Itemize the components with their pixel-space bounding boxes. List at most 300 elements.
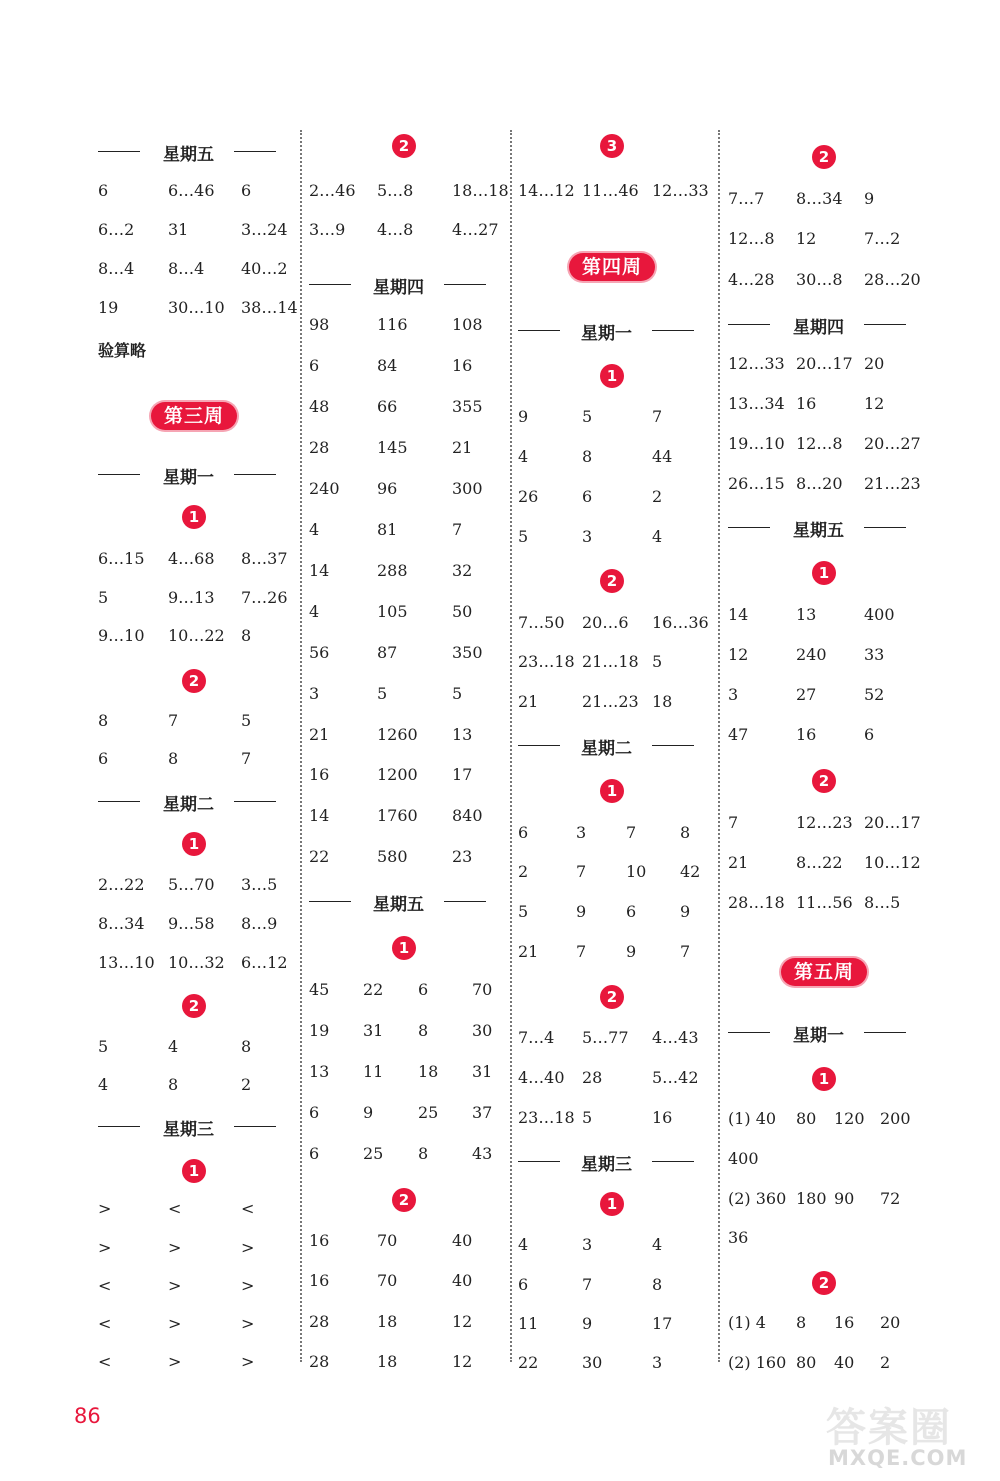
answer-cell: 40…2 [241, 259, 288, 278]
answer-cell: 8 [652, 1275, 663, 1294]
answer-cell: 5…8 [377, 181, 414, 200]
answer-cell: 120 [834, 1109, 865, 1128]
answer-cell: 2…22 [98, 875, 145, 894]
week-badge: 第三周 [151, 402, 237, 430]
answer-cell: 6 [241, 181, 252, 200]
answer-cell: 2 [652, 487, 663, 506]
answer-cell: 56 [309, 643, 330, 662]
answer-cell: 22 [363, 980, 384, 999]
page-number: 86 [74, 1404, 101, 1428]
answer-cell: 98 [309, 315, 330, 334]
answer-cell: 350 [452, 643, 483, 662]
answer-cell: 21 [309, 725, 330, 744]
answer-cell: 8…4 [98, 259, 135, 278]
answer-cell: 2 [518, 862, 529, 881]
answer-cell: > [168, 1352, 182, 1371]
watermark-logo-text: 答案圈 [826, 1405, 952, 1451]
answer-cell: 6 [518, 1275, 529, 1294]
answer-cell: 180 [796, 1189, 827, 1208]
answer-cell: 18…18 [452, 181, 509, 200]
heading-rule [98, 151, 140, 152]
answer-cell: 4…8 [377, 220, 414, 239]
answer-cell: 7…4 [518, 1028, 555, 1047]
weekday-label: 星期一 [163, 468, 214, 488]
answer-cell: 8…34 [796, 189, 843, 208]
answer-cell: 20…6 [582, 613, 629, 632]
exercise-number-badge: 2 [600, 569, 624, 593]
exercise-number-badge: 2 [812, 769, 836, 793]
answer-cell: 5 [98, 588, 109, 607]
answer-cell: 6 [98, 749, 109, 768]
answer-cell: 37 [472, 1103, 493, 1122]
answer-cell: 16 [309, 765, 330, 784]
answer-cell: 12…23 [796, 813, 853, 832]
answer-cell: 14 [309, 806, 330, 825]
answer-cell: 11…46 [582, 181, 639, 200]
answer-cell: 8 [168, 749, 179, 768]
answer-cell: 11 [363, 1062, 384, 1081]
heading-rule [98, 1126, 140, 1127]
weekday-label: 星期四 [373, 278, 424, 298]
answer-cell: 84 [377, 356, 398, 375]
exercise-number-badge: 2 [812, 145, 836, 169]
weekday-label: 星期一 [581, 324, 632, 344]
answer-cell: 16…36 [652, 613, 709, 632]
answer-cell: 1760 [377, 806, 418, 825]
weekday-label: 星期二 [163, 795, 214, 815]
weekday-label: 星期五 [793, 521, 844, 541]
answer-cell: 9 [626, 942, 637, 961]
heading-rule [98, 474, 140, 475]
answer-cell: 8 [418, 1144, 429, 1163]
answer-cell: 7…2 [864, 229, 901, 248]
answer-cell: 48 [309, 397, 330, 416]
heading-rule [309, 284, 351, 285]
answer-cell: 31 [363, 1021, 384, 1040]
answer-cell: < [98, 1352, 112, 1371]
answer-cell: 10…32 [168, 953, 225, 972]
answer-cell: 9…10 [98, 626, 145, 645]
answer-cell: 8…22 [796, 853, 843, 872]
column-divider [300, 130, 302, 1362]
answer-cell: 13 [452, 725, 473, 744]
answer-cell: 7 [452, 520, 463, 539]
answer-cell: 40 [452, 1271, 473, 1290]
answer-cell: 5…70 [168, 875, 215, 894]
answer-cell: 7 [576, 942, 587, 961]
answer-cell: 16 [796, 725, 817, 744]
answer-cell: 22 [518, 1353, 539, 1372]
answer-cell: 80 [796, 1109, 817, 1128]
answer-cell: 12…8 [796, 434, 843, 453]
answer-cell: 70 [377, 1271, 398, 1290]
answer-cell: 52 [864, 685, 885, 704]
answer-cell: 8 [241, 1037, 252, 1056]
answer-cell: 33 [864, 645, 885, 664]
heading-rule [444, 284, 486, 285]
answer-cell: 5 [652, 652, 663, 671]
answer-cell: 31 [472, 1062, 493, 1081]
answer-cell: 5 [518, 902, 529, 921]
heading-rule [652, 745, 694, 746]
watermark-url: MXQE.COM [828, 1446, 968, 1470]
answer-cell: 47 [728, 725, 749, 744]
answer-cell: 28…20 [864, 270, 921, 289]
answer-cell: 7 [168, 711, 179, 730]
answer-cell: 28…18 [728, 893, 785, 912]
exercise-number-badge: 1 [812, 1067, 836, 1091]
answer-cell: 3 [309, 684, 320, 703]
answer-cell: 5…77 [582, 1028, 629, 1047]
exercise-number-badge: 1 [812, 561, 836, 585]
answer-cell: > [168, 1238, 182, 1257]
answer-cell: 18 [652, 692, 673, 711]
answer-cell: 19 [309, 1021, 330, 1040]
answer-cell: 6 [309, 1103, 320, 1122]
answer-cell: 4 [98, 1075, 109, 1094]
answer-cell: 3…24 [241, 220, 288, 239]
answer-cell: 44 [652, 447, 673, 466]
heading-rule [309, 901, 351, 902]
answer-cell: 4 [518, 1235, 529, 1254]
answer-cell: > [241, 1314, 255, 1333]
answer-cell: 840 [452, 806, 483, 825]
answer-cell: 9 [363, 1103, 374, 1122]
answer-cell: 17 [652, 1314, 673, 1333]
answer-cell: > [98, 1199, 112, 1218]
answer-cell: 18 [418, 1062, 439, 1081]
answer-cell: 5 [582, 1108, 593, 1127]
answer-cell: 70 [472, 980, 493, 999]
answer-cell: 12 [452, 1352, 473, 1371]
heading-rule [864, 1032, 906, 1033]
answer-cell: 21…23 [864, 474, 921, 493]
answer-cell: 20…17 [864, 813, 921, 832]
answer-cell: 7 [680, 942, 691, 961]
answer-cell: 14…12 [518, 181, 575, 200]
answer-cell: < [98, 1314, 112, 1333]
answer-cell: 1260 [377, 725, 418, 744]
answer-cell: 28 [582, 1068, 603, 1087]
exercise-number-badge: 2 [392, 134, 416, 158]
answer-cell: 25 [418, 1103, 439, 1122]
answer-cell: 300 [452, 479, 483, 498]
exercise-number-badge: 2 [812, 1271, 836, 1295]
heading-rule [518, 1161, 560, 1162]
answer-cell: 30…8 [796, 270, 843, 289]
heading-rule [518, 330, 560, 331]
answer-cell: 6 [309, 356, 320, 375]
answer-cell: < [168, 1199, 182, 1218]
answer-cell: 5…42 [652, 1068, 699, 1087]
answer-cell: 11…56 [796, 893, 853, 912]
answer-cell: 6 [582, 487, 593, 506]
answer-cell: 9 [518, 407, 529, 426]
answer-cell: 21…18 [582, 652, 639, 671]
answer-cell: 20…27 [864, 434, 921, 453]
answer-cell: 240 [796, 645, 827, 664]
heading-rule [728, 324, 770, 325]
answer-cell: 8…34 [98, 914, 145, 933]
answer-cell: 9 [576, 902, 587, 921]
answer-cell: 23…18 [518, 1108, 575, 1127]
answer-cell: 8 [241, 626, 252, 645]
answer-cell: 26 [518, 487, 539, 506]
heading-rule [728, 527, 770, 528]
week-badge: 第四周 [569, 253, 655, 281]
answer-cell: > [168, 1276, 182, 1295]
week-badge: 第五周 [781, 958, 867, 986]
exercise-number-badge: 1 [182, 505, 206, 529]
answer-cell: 10…22 [168, 626, 225, 645]
heading-rule [234, 801, 276, 802]
heading-rule [864, 527, 906, 528]
answer-cell: 2 [241, 1075, 252, 1094]
answer-cell: 355 [452, 397, 483, 416]
heading-rule [444, 901, 486, 902]
answer-cell: 7…50 [518, 613, 565, 632]
answer-cell: 12 [864, 394, 885, 413]
answer-cell: 3…5 [241, 875, 278, 894]
answer-cell: 38…14 [241, 298, 298, 317]
answer-cell: 30 [472, 1021, 493, 1040]
answer-cell: 9…58 [168, 914, 215, 933]
answer-cell: 13 [796, 605, 817, 624]
answer-cell: 87 [377, 643, 398, 662]
answer-cell: 70 [377, 1231, 398, 1250]
answer-cell: 14 [309, 561, 330, 580]
answer-cell: 90 [834, 1189, 855, 1208]
answer-cell: 21 [518, 942, 539, 961]
answer-cell: 21 [518, 692, 539, 711]
answer-cell: 81 [377, 520, 398, 539]
answer-cell: 6 [309, 1144, 320, 1163]
answer-cell: 6 [518, 823, 529, 842]
heading-rule [234, 151, 276, 152]
answer-cell: 20 [864, 354, 885, 373]
answer-cell: 7 [626, 823, 637, 842]
exercise-number-badge: 1 [182, 1159, 206, 1183]
answer-cell: 7 [728, 813, 739, 832]
answer-cell: 6 [626, 902, 637, 921]
answer-cell: 28 [309, 1312, 330, 1331]
answer-cell: 14 [728, 605, 749, 624]
answer-cell: 6…46 [168, 181, 215, 200]
exercise-number-badge: 1 [600, 1192, 624, 1216]
answer-cell: 18 [377, 1312, 398, 1331]
answer-cell: 400 [864, 605, 895, 624]
answer-cell: 22 [309, 847, 330, 866]
answer-cell: 4 [309, 602, 320, 621]
answer-cell: 21…23 [582, 692, 639, 711]
answer-cell: 12…8 [728, 229, 775, 248]
answer-cell: 4…68 [168, 549, 215, 568]
answer-cell: 21 [728, 853, 749, 872]
answer-cell: 3 [652, 1353, 663, 1372]
answer-cell: 17 [452, 765, 473, 784]
answer-cell: 9 [864, 189, 875, 208]
answer-cell: 21 [452, 438, 473, 457]
answer-cell: 45 [309, 980, 330, 999]
answer-cell: 3 [728, 685, 739, 704]
answer-cell: 8 [98, 711, 109, 730]
weekday-label: 星期五 [163, 145, 214, 165]
answer-cell: 2 [880, 1353, 891, 1372]
answer-cell: 16 [309, 1271, 330, 1290]
answer-cell: 26…15 [728, 474, 785, 493]
answer-cell: 7…26 [241, 588, 288, 607]
answer-cell: 12 [796, 229, 817, 248]
answer-cell: 28 [309, 438, 330, 457]
answer-cell: 6 [864, 725, 875, 744]
answer-cell: 4 [518, 447, 529, 466]
answer-cell: 12 [728, 645, 749, 664]
answer-cell: 4…43 [652, 1028, 699, 1047]
answer-cell: 8 [582, 447, 593, 466]
answer-cell: 72 [880, 1189, 901, 1208]
answer-cell: > [98, 1238, 112, 1257]
answer-cell: 116 [377, 315, 408, 334]
exercise-number-badge: 1 [182, 832, 206, 856]
answer-cell: 16 [834, 1313, 855, 1332]
answer-cell: 31 [168, 220, 189, 239]
weekday-label: 星期三 [581, 1155, 632, 1175]
exercise-number-badge: 2 [182, 994, 206, 1018]
answer-cell: 400 [728, 1149, 759, 1168]
answer-cell: 12 [452, 1312, 473, 1331]
answer-cell: 40 [834, 1353, 855, 1372]
heading-rule [728, 1032, 770, 1033]
answer-cell: 16 [452, 356, 473, 375]
note-text: 验算略 [98, 341, 147, 360]
answer-cell: 8…20 [796, 474, 843, 493]
answer-cell: 5 [241, 711, 252, 730]
answer-cell: 6…15 [98, 549, 145, 568]
answer-cell: 8 [418, 1021, 429, 1040]
heading-rule [652, 1161, 694, 1162]
answer-cell: 6…2 [98, 220, 135, 239]
answer-cell: 3…9 [309, 220, 346, 239]
answer-cell: 4 [652, 527, 663, 546]
exercise-number-badge: 2 [392, 1188, 416, 1212]
answer-cell: 25 [363, 1144, 384, 1163]
answer-cell: 19…10 [728, 434, 785, 453]
answer-cell: (1) 4 [728, 1313, 766, 1332]
answer-cell: 32 [452, 561, 473, 580]
answer-cell: 5 [582, 407, 593, 426]
answer-cell: 16 [652, 1108, 673, 1127]
weekday-label: 星期二 [581, 739, 632, 759]
answer-cell: 4…40 [518, 1068, 565, 1087]
answer-cell: 18 [377, 1352, 398, 1371]
answer-cell: 8…4 [168, 259, 205, 278]
weekday-label: 星期五 [373, 895, 424, 915]
exercise-number-badge: 1 [600, 779, 624, 803]
weekday-label: 星期四 [793, 318, 844, 338]
answer-cell: 16 [796, 394, 817, 413]
answer-cell: 7 [582, 1275, 593, 1294]
answer-cell: 7 [241, 749, 252, 768]
answer-cell: 96 [377, 479, 398, 498]
answer-cell: 8…37 [241, 549, 288, 568]
watermark [826, 1396, 986, 1472]
answer-cell: 80 [796, 1353, 817, 1372]
answer-cell: 4 [168, 1037, 179, 1056]
heading-rule [652, 330, 694, 331]
answer-cell: > [241, 1238, 255, 1257]
answer-cell: 5 [98, 1037, 109, 1056]
exercise-number-badge: 1 [600, 364, 624, 388]
answer-cell: 36 [728, 1228, 749, 1247]
exercise-number-badge: 2 [182, 669, 206, 693]
answer-cell: 8 [680, 823, 691, 842]
answer-cell: (2) 360 [728, 1189, 787, 1208]
answer-cell: 28 [309, 1352, 330, 1371]
answer-cell: 13…34 [728, 394, 785, 413]
answer-cell: 13 [309, 1062, 330, 1081]
answer-cell: 105 [377, 602, 408, 621]
answer-cell: 16 [309, 1231, 330, 1250]
answer-cell: 20 [880, 1313, 901, 1332]
answer-cell: 43 [472, 1144, 493, 1163]
answer-cell: 3 [582, 1235, 593, 1254]
answer-cell: 7 [652, 407, 663, 426]
heading-rule [234, 1126, 276, 1127]
answer-cell: 8 [168, 1075, 179, 1094]
answer-cell: 8 [796, 1313, 807, 1332]
answer-cell: 8…9 [241, 914, 278, 933]
answer-cell: 9 [582, 1314, 593, 1333]
column-divider [718, 130, 720, 1362]
answer-cell: 7…7 [728, 189, 765, 208]
answer-cell: 12…33 [652, 181, 709, 200]
answer-cell: 4…27 [452, 220, 499, 239]
answer-cell: 8…5 [864, 893, 901, 912]
answer-cell: 7 [576, 862, 587, 881]
answer-cell: 4 [309, 520, 320, 539]
heading-rule [864, 324, 906, 325]
answer-cell: 6 [98, 181, 109, 200]
answer-cell: (2) 160 [728, 1353, 787, 1372]
answer-cell: (1) 40 [728, 1109, 777, 1128]
answer-cell: 4…28 [728, 270, 775, 289]
answer-cell: 19 [98, 298, 119, 317]
answer-cell: 9 [680, 902, 691, 921]
answer-cell: 11 [518, 1314, 539, 1333]
answer-cell: 23…18 [518, 652, 575, 671]
answer-cell: 240 [309, 479, 340, 498]
answer-cell: 5 [452, 684, 463, 703]
exercise-number-badge: 3 [600, 134, 624, 158]
answer-cell: 40 [452, 1231, 473, 1250]
exercise-number-badge: 2 [600, 985, 624, 1009]
answer-cell: 30 [582, 1353, 603, 1372]
answer-cell: 3 [582, 527, 593, 546]
answer-cell: 108 [452, 315, 483, 334]
answer-cell: 42 [680, 862, 701, 881]
answer-cell: 66 [377, 397, 398, 416]
weekday-label: 星期一 [793, 1026, 844, 1046]
weekday-label: 星期三 [163, 1120, 214, 1140]
answer-cell: < [98, 1276, 112, 1295]
answer-cell: 30…10 [168, 298, 225, 317]
answer-cell: > [241, 1352, 255, 1371]
answer-cell: 288 [377, 561, 408, 580]
answer-cell: 5 [377, 684, 388, 703]
answer-cell: > [168, 1314, 182, 1333]
answer-cell: < [241, 1199, 255, 1218]
answer-cell: 3 [576, 823, 587, 842]
